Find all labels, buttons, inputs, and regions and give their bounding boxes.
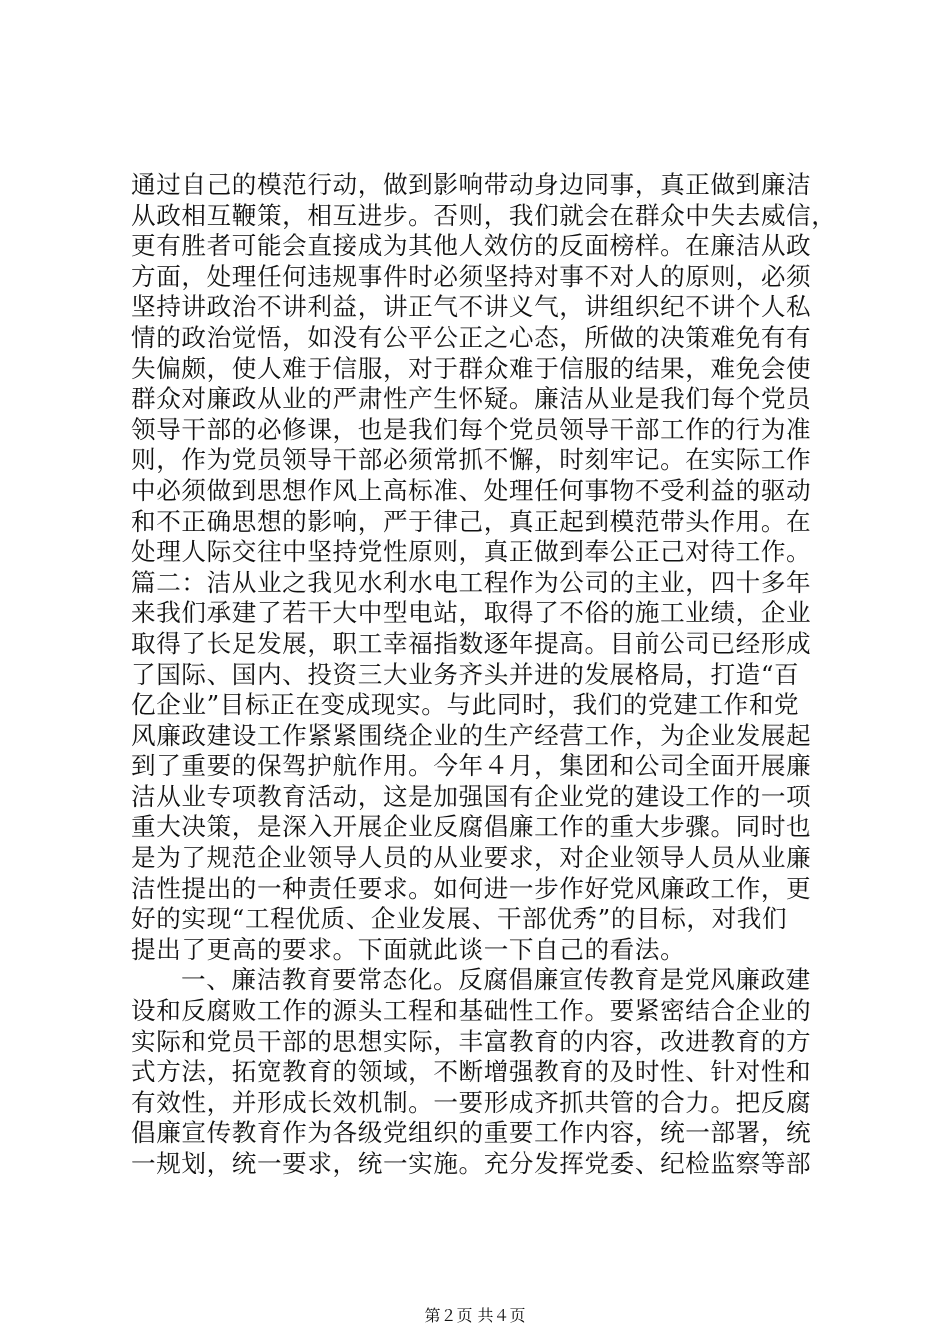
text-line: 洁性提出的一种责任要求。如何进一步作好党风廉政工作，更 — [131, 873, 812, 903]
text-line: 设和反腐败工作的源头工程和基础性工作。要紧密结合企业的 — [131, 996, 812, 1026]
body-text — [131, 170, 837, 1180]
text-line: 洁从业专项教育活动，这是加强国有企业党的建设工作的一项 — [131, 781, 812, 811]
text-line: 实际和党员干部的思想实际，丰富教育的内容，改进教育的方 — [131, 1026, 812, 1056]
text-line: 处理人际交往中坚持党性原则，真正做到奉公正己对待工作。 — [131, 537, 812, 567]
page-footer — [0, 1303, 950, 1326]
text-line: 重大决策，是深入开展企业反腐倡廉工作的重大步骤。同时也 — [131, 812, 812, 842]
text-line: 好的实现“工程优质、企业发展、干部优秀”的目标，对我们 — [131, 904, 788, 934]
text-line: 取得了长足发展，职工幸福指数逐年提高。目前公司已经形成 — [131, 628, 812, 658]
text-line: 式方法，拓宽教育的领域，不断增强教育的及时性、针对性和 — [131, 1057, 812, 1087]
text-line: 情的政治觉悟，如没有公平公正之心态，所做的决策难免有有 — [131, 322, 812, 352]
text-line: 来我们承建了若干大中型电站，取得了不俗的施工业绩，企业 — [131, 598, 812, 628]
text-line: 一、廉洁教育要常态化。反腐倡廉宣传教育是党风廉政建 — [181, 965, 811, 995]
text-line: 群众对廉政从业的严肃性产生怀疑。廉洁从业是我们每个党员 — [131, 384, 812, 414]
text-line: 则，作为党员领导干部必须常抓不懈，时刻牢记。在实际工作 — [131, 445, 812, 475]
text-line: 篇二：洁从业之我见水利水电工程作为公司的主业，四十多年 — [131, 567, 812, 597]
text-line: 方面，处理任何违规事件时必须坚持对事不对人的原则，必须 — [131, 261, 812, 291]
text-line: 倡廉宣传教育作为各级党组织的重要工作内容，统一部署，统 — [131, 1118, 812, 1148]
text-line: 从政相互鞭策，相互进步。否则，我们就会在群众中失去威信， — [131, 200, 837, 230]
text-line: 领导干部的必修课，也是我们每个党员领导干部工作的行为准 — [131, 414, 812, 444]
text-line: 到了重要的保驾护航作用。今年４月，集团和公司全面开展廉 — [131, 751, 812, 781]
page-number-label: 第２页 共４页 — [424, 1306, 526, 1325]
text-line: 中必须做到思想作风上高标准、处理任何事物不受利益的驱动 — [131, 475, 812, 505]
text-line: 一规划，统一要求，统一实施。充分发挥党委、纪检监察等部 — [131, 1149, 812, 1178]
text-line: 是为了规范企业领导人员的从业要求，对企业领导人员从业廉 — [131, 843, 812, 873]
text-line: 坚持讲政治不讲利益，讲正气不讲义气，讲组织纪不讲个人私 — [131, 292, 812, 322]
text-line: 更有胜者可能会直接成为其他人效仿的反面榜样。在廉洁从政 — [131, 231, 812, 261]
text-line: 有效性，并形成长效机制。一要形成齐抓共管的合力。把反腐 — [131, 1087, 812, 1117]
text-line: 提出了更高的要求。下面就此谈一下自己的看法。 — [131, 934, 686, 964]
text-line: 了国际、国内、投资三大业务齐头并进的发展格局，打造“百 — [131, 659, 800, 689]
text-line: 通过自己的模范行动，做到影响带动身边同事，真正做到廉洁 — [131, 170, 812, 199]
text-line: 失偏颇，使人难于信服，对于群众难于信服的结果，难免会使 — [131, 353, 812, 383]
text-line: 风廉政建设工作紧紧围绕企业的生产经营工作，为企业发展起 — [131, 720, 812, 750]
text-line: 亿企业”目标正在变成现实。与此同时，我们的党建工作和党 — [131, 690, 800, 720]
text-line: 和不正确思想的影响，严于律己，真正起到模范带头作用。在 — [131, 506, 812, 536]
